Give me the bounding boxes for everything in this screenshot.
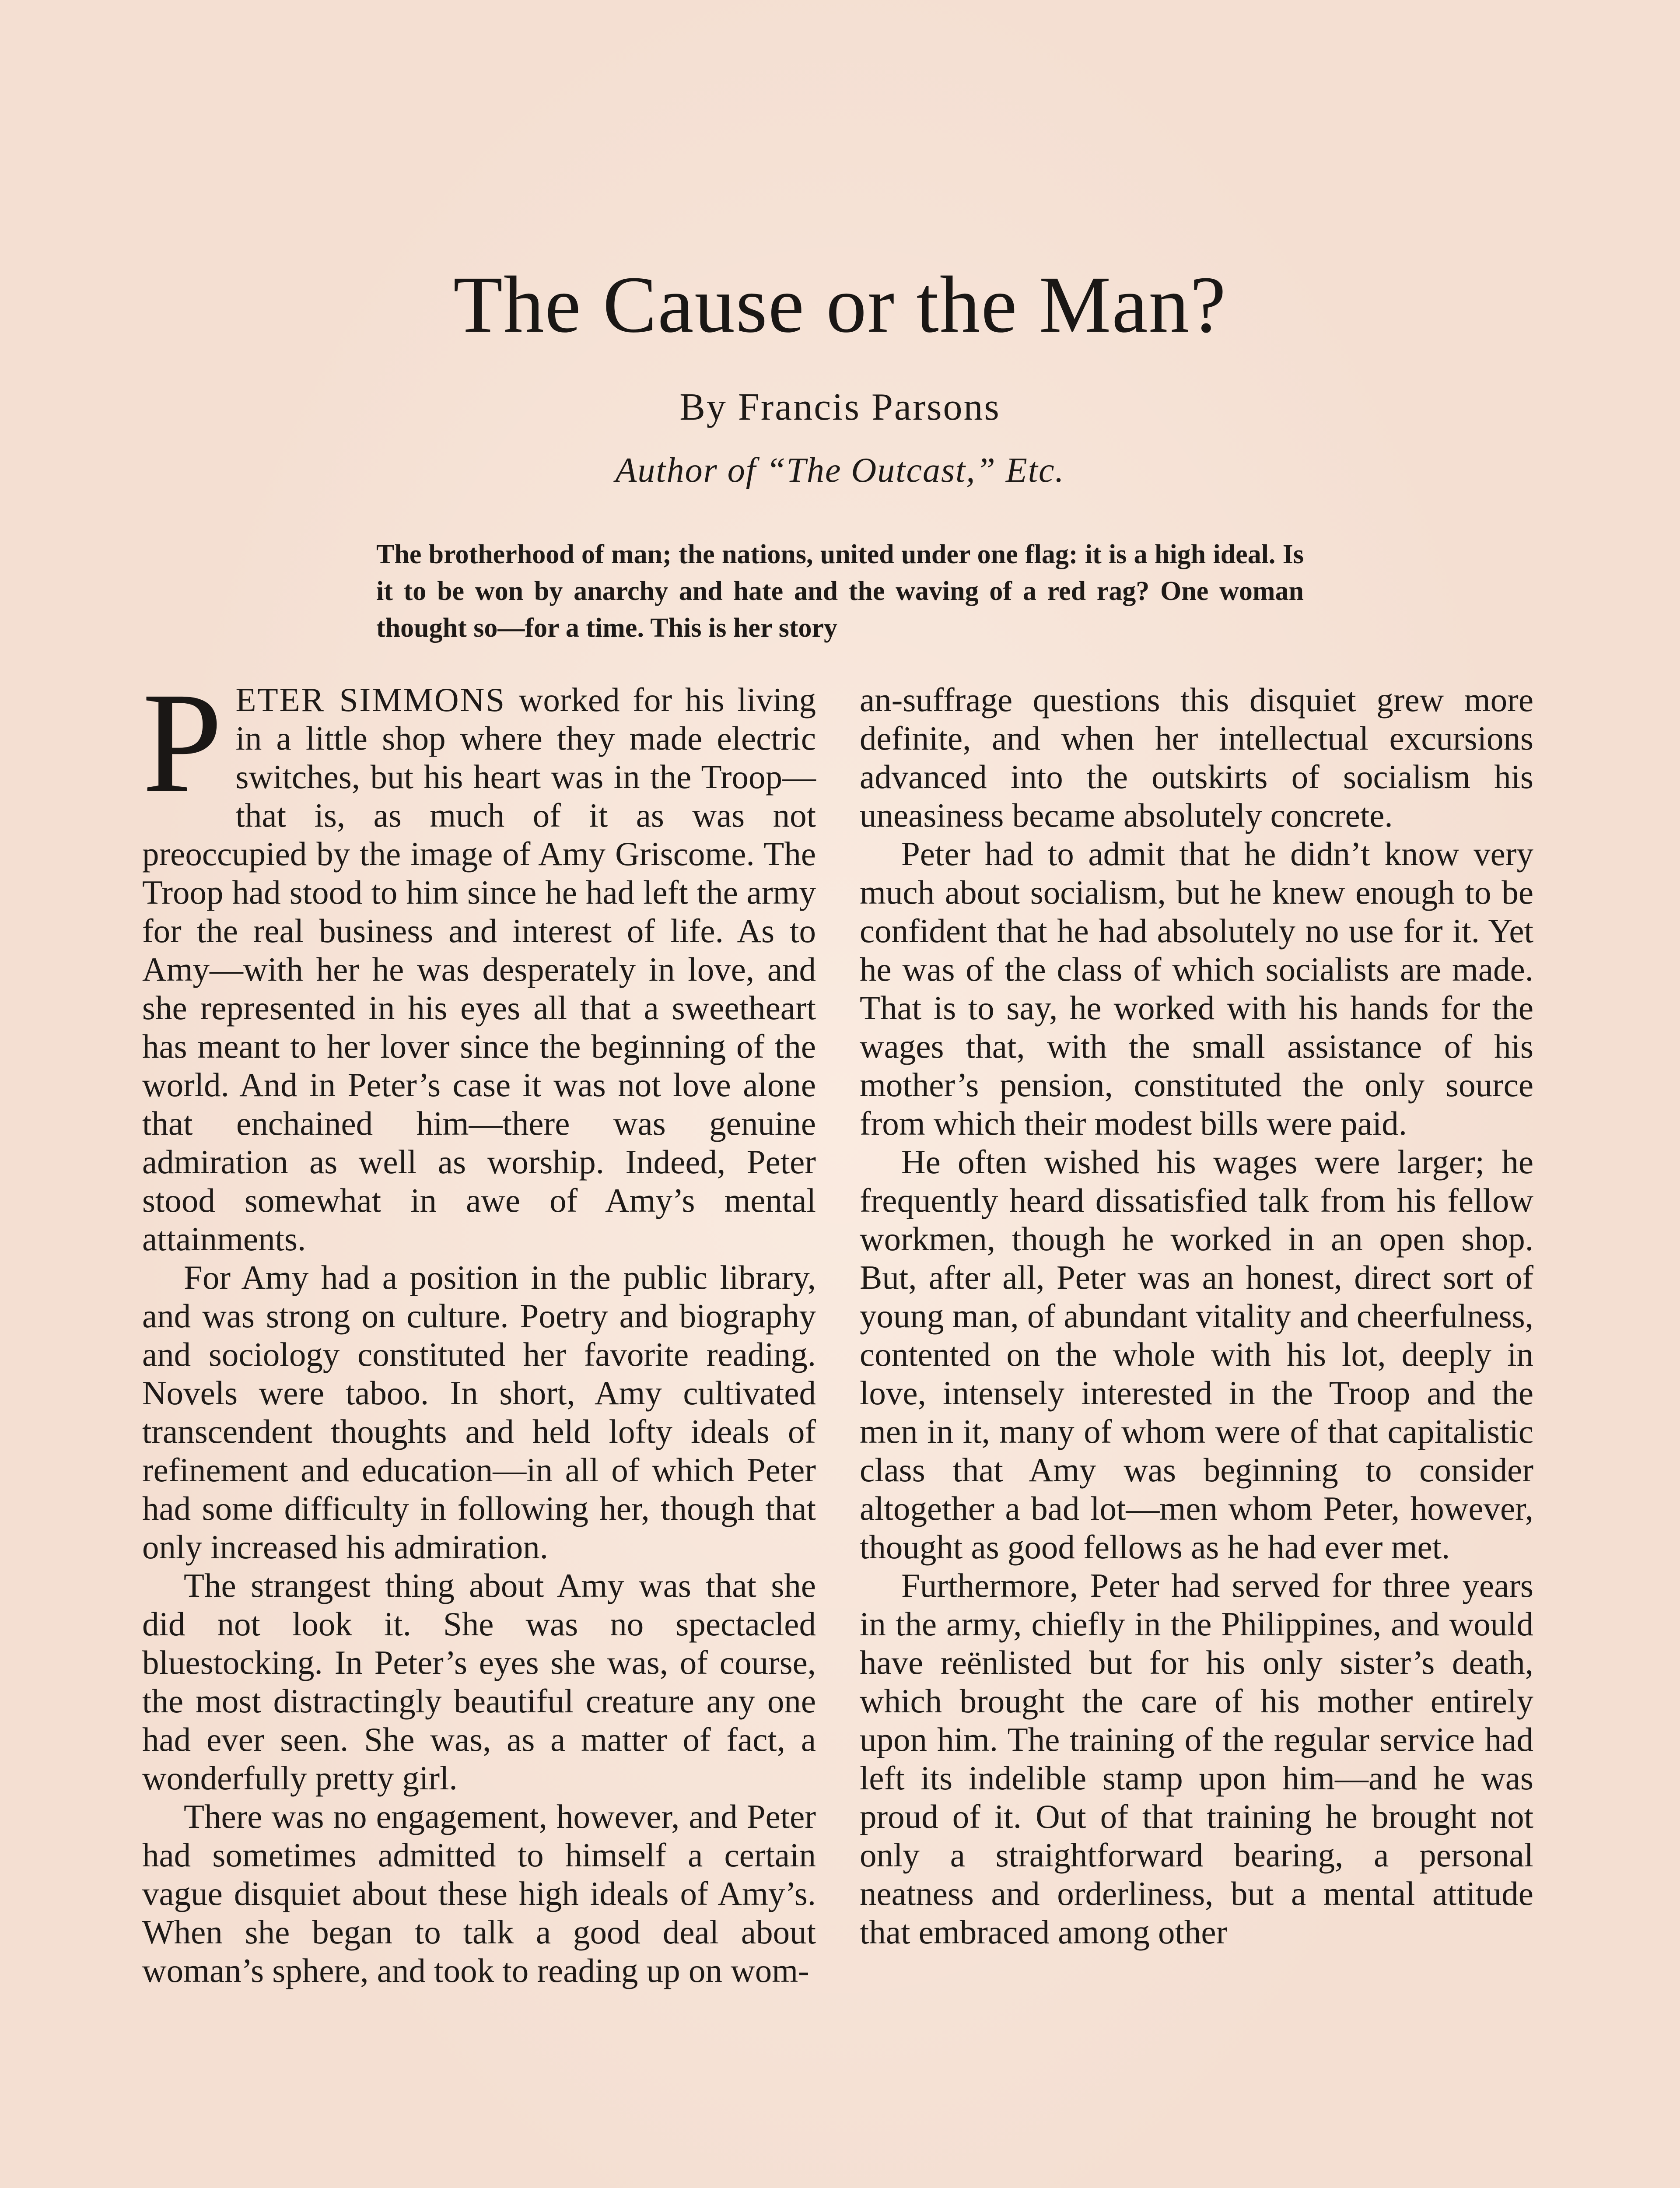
body-paragraph: The strangest thing about Amy was that she did not look it. She was no spectacled bluestocking. In Peter’s eyes she was, of course, the most distractingly beautiful creature any one had ever seen. She was, as a matter of fact, a wonderfully pretty girl. (142, 1567, 816, 1797)
body-paragraph: Furthermore, Peter had served for three years in the army, chiefly in the Philippines, and would have reënlisted but for his only sister’s death, which brought the care of his mother entirely upon him. The training of the regular service had left its indelible stamp upon him—and he was proud of it. Out of that training he brought not only a straightforward bearing, a personal neatness and orderliness, but a mental attitude that embraced among other (860, 1567, 1533, 1951)
opening-words: ETER SIMMONS (235, 681, 506, 719)
right-column (860, 680, 1533, 1951)
author-credit: Author of “The Outcast,” Etc. (615, 451, 1065, 490)
drop-cap: P (142, 663, 223, 823)
body-paragraph: For Amy had a position in the public library, and was strong on culture. Poetry and biography and sociology constituted her favorite reading. Novels were taboo. In short, Amy cultivated transcendent thoughts and held lofty ideals of refinement and education—in all of which Peter had some difficulty in following her, though that only increased his admiration. (142, 1259, 816, 1566)
body-paragraph: an-suffrage questions this disquiet grew more definite, and when her intellectual excursions advanced into the outskirts of socialism his uneasiness became absolutely concrete. (860, 681, 1533, 834)
article-title: The Cause or the Man? (453, 260, 1227, 350)
left-column (142, 663, 816, 1990)
paragraph-text: worked for his living in a little shop where they made electric switches, but his heart was in the Troop—that is, as much of it as was not preoccupied by the image of Amy Griscome. The Troop had stood to him since he had left the army for the real business and interest of life. As to Amy—with her he was desperately in love, and she represented in his eyes all that a sweetheart has meant to her lover since the beginning of the world. And in Peter’s case it was not love alone that enchained him—there was genuine admiration as well as worship. Indeed, Peter stood somewhat in awe of Amy’s mental attainments. (142, 681, 816, 1258)
article-blurb: The brotherhood of man; the nations, united under one flag: it is a high ideal. Is it to be won by anarchy and hate and the waving of a red rag? One woman thought so—for a time. This is her story (376, 540, 1304, 643)
article-byline: By Francis Parsons (679, 386, 1001, 428)
body-paragraph: Peter had to admit that he didn’t know very much about socialism, but he knew enough to be confident that he had absolutely no use for it. Yet he was of the class of which socialists are made. That is to say, he worked with his hands for the wages that, with the small assistance of his mother’s pension, constituted the only source from which their modest bills were paid. (860, 835, 1533, 1142)
body-paragraph: There was no engagement, however, and Peter had sometimes admitted to himself a certain vague disquiet about these high ideals of Amy’s. When she began to talk a good deal about woman’s sphere, and took to reading up on wom- (142, 1798, 816, 1989)
body-paragraph (142, 663, 816, 1258)
body-paragraph: He often wished his wages were larger; he frequently heard dissatisfied talk from his fellow workmen, though he worked in an open shop. But, after all, Peter was an honest, direct sort of young man, of abundant vitality and cheerfulness, contented on the whole with his lot, deeply in love, intensely interested in the Troop and the men in it, many of whom were of that capitalistic class that Amy was beginning to consider altogether a bad lot—men whom Peter, however, thought as good fellows as he had ever met. (860, 1143, 1533, 1566)
